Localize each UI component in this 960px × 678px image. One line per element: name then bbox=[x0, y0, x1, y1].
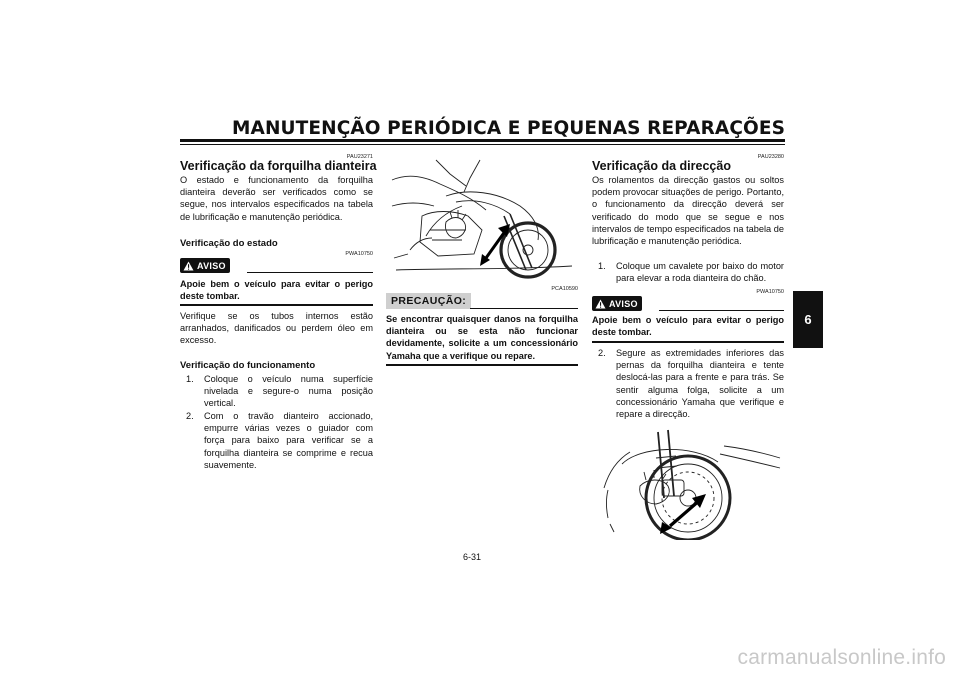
warning-rule-top bbox=[659, 310, 784, 311]
list-item bbox=[186, 373, 373, 410]
warning-badge bbox=[180, 258, 230, 273]
list-item-number: 2. bbox=[598, 348, 606, 358]
warning-rule-bottom bbox=[592, 341, 784, 343]
list-item-text: Coloque o veículo numa superfície nivelada e segure-o numa posição vertical. bbox=[204, 374, 373, 409]
list-item-text: Com o travão dianteiro accionado, empurre várias vezes o guiador com força para baixo para verificar se a forquilha dianteira se comprime e recua suavemente. bbox=[204, 411, 373, 470]
page-title: MANUTENÇÃO PERIÓDICA E PEQUENAS REPARAÇÕES bbox=[232, 118, 785, 139]
section-heading-fork: Verificação da forquilha dianteira bbox=[180, 159, 377, 173]
caution-rule-top bbox=[470, 308, 578, 309]
list-item-text: Coloque um cavalete por baixo do motor para elevar a roda dianteira do chão. bbox=[616, 261, 784, 284]
warning-label: AVISO bbox=[609, 298, 638, 309]
warning-text: Apoie bem o veículo para evitar o perigo deste tombar. bbox=[592, 315, 784, 338]
list-item-number: 1. bbox=[186, 374, 194, 384]
list-item-number: 1. bbox=[598, 261, 606, 271]
header-rule-thin bbox=[180, 144, 785, 145]
subheading-condition: Verificação do estado bbox=[180, 238, 278, 249]
motorcycle-front-illustration bbox=[386, 158, 579, 280]
caution-text: Se encontrar quaisquer danos na forquilha dianteira ou se esta não funcionar devidamente, solicite a um concessionário Yamaha que a verifique ou repare. bbox=[386, 314, 578, 361]
page-number: 6-31 bbox=[463, 552, 482, 562]
warning-code: PWA10750 bbox=[345, 251, 373, 257]
caution-code: PCA10590 bbox=[551, 286, 578, 292]
watermark: carmanualsonline.info bbox=[737, 646, 946, 669]
warning-rule-bottom bbox=[180, 304, 373, 306]
fork-intro-text: O estado e funcionamento da forquilha dianteira deverão ser verificados como se segue, nos intervalos especificados na tabela de lubrificação e manutenção periódica. bbox=[180, 175, 373, 222]
caution-rule-bottom bbox=[386, 364, 578, 366]
steering-intro-text: Os rolamentos da direcção gastos ou soltos podem provocar situações de perigo. Portanto, o funcionamento da direcção deverá ser verificado do modo que se segue e nos intervalos de tempo especificados na tabela de lubrificação e manutenção periódica. bbox=[592, 175, 784, 247]
section-heading-steering: Verificação da direcção bbox=[592, 159, 731, 173]
list-item-text: Segure as extremidades inferiores das pernas da forquilha dianteira e tente deslocá-las para a frente e para trás. Se sentir alguma folga, solicite a um concessionário Yamaha que verifique e repare a direcção. bbox=[616, 348, 784, 420]
warning-triangle-icon bbox=[595, 299, 606, 309]
condition-text: Verifique se os tubos internos estão arranhados, danificados ou perdem óleo em excesso. bbox=[180, 311, 373, 346]
warning-rule-top bbox=[247, 272, 373, 273]
caution-badge: PRECAUÇÃO: bbox=[386, 293, 471, 309]
section-code: PAU23280 bbox=[757, 154, 784, 160]
list-item-number: 2. bbox=[186, 411, 194, 421]
warning-badge bbox=[592, 296, 642, 311]
warning-triangle-icon bbox=[183, 261, 194, 271]
warning-label: AVISO bbox=[197, 260, 226, 271]
header-rule-thick bbox=[180, 139, 785, 142]
section-code: PAU23271 bbox=[346, 154, 373, 160]
subheading-operation: Verificação do funcionamento bbox=[180, 360, 316, 371]
warning-text: Apoie bem o veículo para evitar o perigo deste tombar. bbox=[180, 279, 373, 302]
warning-code: PWA10750 bbox=[756, 289, 784, 295]
list-item bbox=[598, 347, 784, 421]
front-wheel-illustration bbox=[600, 428, 784, 540]
chapter-tab: 6 bbox=[793, 291, 823, 348]
list-item bbox=[186, 410, 373, 472]
